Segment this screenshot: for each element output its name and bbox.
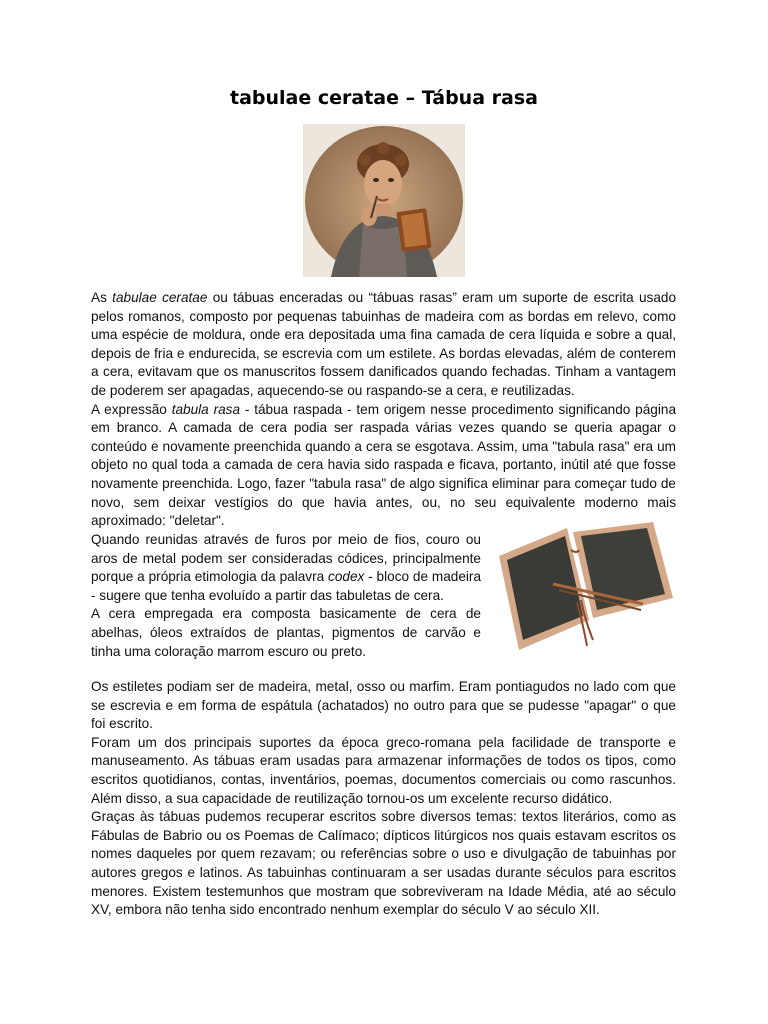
wrapped-section: [91, 531, 481, 661]
paragraph: [91, 531, 481, 605]
paragraph: Foram um dos principais suportes da época greco-romana pela facilidade de transporte e manuseamento. As tábuas eram usadas para armazenar informações de todos os tipos, como escritos quotidianos, contas, inventários, poemas, documentos comerciais ou como rascunhos. Além disso, a sua capacidade de reutilização tornou-os um excelente recurso didático.: [91, 734, 676, 806]
paragraph: Graças às tábuas pudemos recuperar escritos sobre diversos temas: textos literários, como as Fábulas de Babrio ou os Poemas de Calímaco; dípticos litúrgicos nos quais estavam escritos os nomes daqueles por quem rezavam; ou referências sobre o uso e divulgação de tabuinhas por autores gregos e latinos. As tabuinhas continuaram a ser usadas durante séculos para escritos menores. Existem testemunhos que mostram que sobreviveram na Idade Média, até ao século XV, embora não tenha sido encontrado nenhum exemplar do século V ao século XII.: [91, 809, 676, 918]
wax-tablet-image: [493, 520, 676, 656]
rest-section: [91, 678, 676, 920]
fresco-illustration: [303, 124, 465, 277]
italic-term: tabula rasa: [171, 401, 241, 417]
page-title: tabulae ceratae – Tábua rasa: [230, 87, 538, 109]
text-run: As: [91, 290, 113, 305]
wax-tablet-illustration: [493, 520, 676, 656]
italic-term: tabulae ceratae: [112, 290, 208, 305]
text-run: - bloco de madeira - sugere que tenha evoluído a partir das tabuletas de cera.: [91, 569, 482, 603]
italic-term: codex: [328, 569, 365, 585]
paragraph: [91, 289, 676, 401]
intro-section: [91, 289, 676, 531]
paragraph: A cera empregada era composta basicamente de cera de abelhas, óleos extraídos de plantas, pigmentos de carvão e tinha uma coloração marrom escuro ou preto.: [91, 606, 481, 659]
paragraph: [91, 401, 676, 531]
text-run: A expressão: [91, 401, 172, 417]
text-run: - tábua raspada - tem origem nesse procedimento significando página em branco. A camada de cera podia ser raspada várias vezes quando se queria apagar o conteúdo e novamente preenchida quando a cera se esgotava. Assim, uma "tabula rasa" era um objeto no qual toda a camada de cera havia sido raspada e ficava, portanto, inútil até que fosse novamente preenchida. Logo, fazer "tabula rasa" de algo significa eliminar para começar tudo de novo, sem deixar vestígios do que havia antes, ou, no seu equivalente moderno mais aproximado: "deletar".: [91, 401, 677, 529]
text-run: ou tábuas enceradas ou “tábuas rasas” eram um suporte de escrita usado pelos romanos, composto por pequenas tabuinhas de madeira com as bordas em relevo, como uma espécie de moldura, onde era depositada uma fina camada de cera líquida e sobre a qual, depois de fria e endurecida, se escrevia com um estilete. As bordas elevadas, além de conterem a cera, evitavam que os manuscritos fossem danificados quando fechadas. Tinham a vantagem de poderem ser apagadas, aquecendo-se ou raspando-se a cera, e reutilizadas.: [91, 290, 677, 398]
fresco-image: [303, 124, 465, 277]
paragraph: Os estiletes podiam ser de madeira, metal, osso ou marfim. Eram pontiagudos no lado com que se escrevia e em forma de espátula (achatados) no outro para que se pudesse "apagar" o que foi escrito.: [91, 679, 676, 732]
text-run: Quando reunidas através de furos por meio de fios, couro ou aros de metal podem ser consideradas códices, principalmente porque a própria etimologia da palavra: [91, 532, 481, 585]
